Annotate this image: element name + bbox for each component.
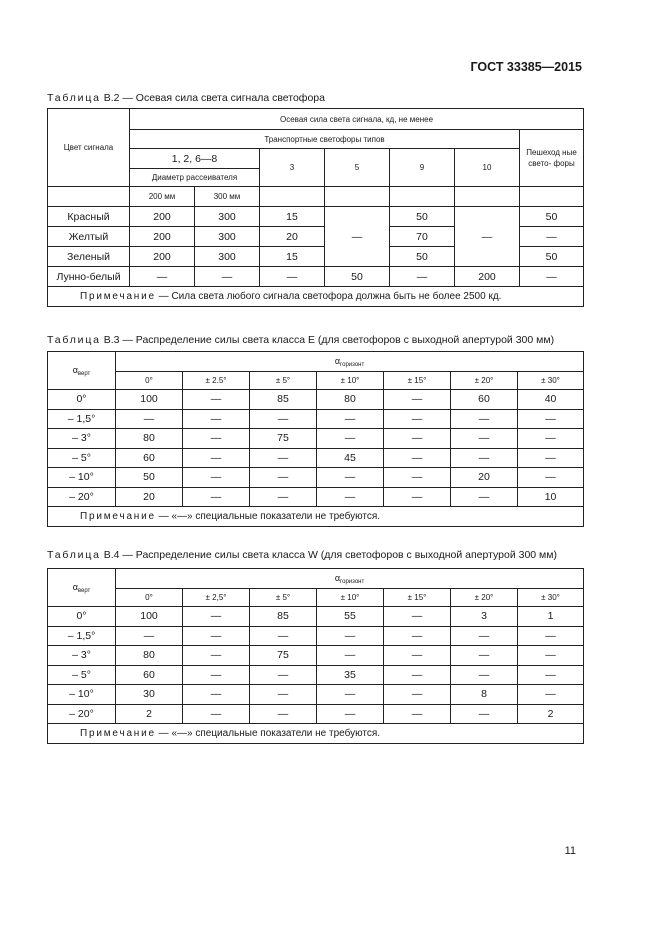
table-row xyxy=(48,665,584,685)
cell: 35 xyxy=(317,665,384,685)
table-b2-caption xyxy=(47,92,325,104)
document-id: ГОСТ 33385—2015 xyxy=(470,60,582,74)
header-axial-intensity: Осевая сила света сигнала, кд, не менее xyxy=(130,109,584,130)
cell: — xyxy=(195,267,260,287)
cell: — xyxy=(518,646,584,666)
row-label: – 3° xyxy=(48,429,116,449)
cell: — xyxy=(183,685,250,705)
cell: — xyxy=(518,468,584,488)
cell: — xyxy=(520,267,584,287)
cell: — xyxy=(384,626,451,646)
cell: 1 xyxy=(518,607,584,627)
table-note xyxy=(48,724,584,744)
cell: 55 xyxy=(317,607,384,627)
cell: 200 xyxy=(130,207,195,227)
header-type-10: 10 xyxy=(455,149,520,187)
table-row xyxy=(48,646,584,666)
cell: — xyxy=(317,685,384,705)
cell: — xyxy=(183,390,250,410)
cell: 20 xyxy=(451,468,518,488)
column-header: ± 20° xyxy=(451,372,518,390)
table-row xyxy=(48,207,584,227)
cell: — xyxy=(384,607,451,627)
column-header: ± 10° xyxy=(317,589,384,607)
cell: — xyxy=(317,646,384,666)
cell: 200 xyxy=(455,267,520,287)
cell: 60 xyxy=(116,448,183,468)
row-label: – 5° xyxy=(48,665,116,685)
header-type-3: 3 xyxy=(260,149,325,187)
table-row xyxy=(48,267,584,287)
cell: — xyxy=(250,487,317,507)
column-header: ± 15° xyxy=(384,372,451,390)
cell: — xyxy=(317,626,384,646)
caption-label: Таблица xyxy=(47,92,101,104)
cell: — xyxy=(390,267,455,287)
table-row xyxy=(48,390,584,410)
row-label: – 1,5° xyxy=(48,626,116,646)
note-text: — «—» специальные показатели не требуются. xyxy=(155,511,381,522)
cell: 40 xyxy=(518,390,584,410)
cell: 300 xyxy=(195,227,260,247)
header-diameter: Диаметр рассеивателя xyxy=(130,169,260,187)
column-header: 0° xyxy=(116,589,183,607)
header-alpha-vertical: $\alpha_{верт}$ xyxy=(48,569,116,607)
cell: — xyxy=(317,487,384,507)
cell: — xyxy=(250,626,317,646)
cell: 100 xyxy=(116,607,183,627)
cell: 50 xyxy=(390,247,455,267)
cell: — xyxy=(520,227,584,247)
cell: 50 xyxy=(325,267,390,287)
cell: — xyxy=(317,468,384,488)
cell: — xyxy=(260,267,325,287)
row-label: – 1,5° xyxy=(48,409,116,429)
cell: — xyxy=(451,704,518,724)
cell: — xyxy=(250,704,317,724)
header-alpha-horizontal: $\alpha_{горизонт}$ xyxy=(116,352,584,372)
column-header: ± 5° xyxy=(250,372,317,390)
table-row xyxy=(48,448,584,468)
cell: — xyxy=(451,409,518,429)
caption-text: В.2 — Осевая сила света сигнала светофора xyxy=(103,92,325,104)
cell: 75 xyxy=(250,646,317,666)
table-b3-caption xyxy=(47,334,554,346)
cell: — xyxy=(183,607,250,627)
cell: — xyxy=(250,448,317,468)
header-alpha-horizontal: $\alpha_{горизонт}$ xyxy=(116,569,584,589)
cell: 80 xyxy=(317,390,384,410)
table-row xyxy=(48,409,584,429)
cell: — xyxy=(518,429,584,449)
table-row xyxy=(48,468,584,488)
cell: 200 xyxy=(130,247,195,267)
table-b4-caption xyxy=(47,549,557,561)
cell: 100 xyxy=(116,390,183,410)
table-row xyxy=(48,626,584,646)
cell: 20 xyxy=(116,487,183,507)
table-b3 xyxy=(47,351,584,527)
cell: — xyxy=(384,685,451,705)
column-header: ± 20° xyxy=(451,589,518,607)
cell: — xyxy=(250,409,317,429)
cell: — xyxy=(317,429,384,449)
header-200mm: 200 мм xyxy=(130,187,195,207)
row-label: – 10° xyxy=(48,468,116,488)
table-row xyxy=(48,429,584,449)
row-label: – 20° xyxy=(48,704,116,724)
cell: 85 xyxy=(250,607,317,627)
row-label: – 10° xyxy=(48,685,116,705)
cell: — xyxy=(384,409,451,429)
header-type-9: 9 xyxy=(390,149,455,187)
cell: 3 xyxy=(451,607,518,627)
row-label: – 3° xyxy=(48,646,116,666)
cell: — xyxy=(183,429,250,449)
column-header: ± 5° xyxy=(250,589,317,607)
cell: 50 xyxy=(390,207,455,227)
cell: — xyxy=(451,448,518,468)
cell: — xyxy=(518,448,584,468)
page-number: 11 xyxy=(564,845,576,857)
cell: — xyxy=(183,646,250,666)
caption-label: Таблица xyxy=(47,549,101,561)
cell: — xyxy=(317,409,384,429)
row-label: – 5° xyxy=(48,448,116,468)
cell: — xyxy=(325,207,390,267)
column-header: ± 2,5° xyxy=(183,589,250,607)
cell: 60 xyxy=(451,390,518,410)
header-type-5: 5 xyxy=(325,149,390,187)
cell: — xyxy=(518,626,584,646)
cell: — xyxy=(451,665,518,685)
cell: — xyxy=(384,487,451,507)
caption-text: В.3 — Распределение силы света класса Е (для светофоров с выходной апертурой 300 мм) xyxy=(103,334,555,346)
note-label: Примечание xyxy=(80,291,156,302)
cell: — xyxy=(183,468,250,488)
column-header: 0° xyxy=(116,372,183,390)
cell: 8 xyxy=(451,685,518,705)
cell: 15 xyxy=(260,247,325,267)
row-label: 0° xyxy=(48,390,116,410)
header-300mm: 300 мм xyxy=(195,187,260,207)
column-header: ± 30° xyxy=(518,372,584,390)
table-row xyxy=(48,704,584,724)
caption-text: В.4 — Распределение силы света класса W (для светофоров с выходной апертурой 300 мм) xyxy=(103,549,557,561)
cell: 30 xyxy=(116,685,183,705)
table-b2 xyxy=(47,108,584,307)
cell: — xyxy=(183,665,250,685)
note-label: Примечание xyxy=(80,728,156,739)
cell: — xyxy=(455,207,520,267)
cell: — xyxy=(130,267,195,287)
cell: — xyxy=(384,704,451,724)
table-row xyxy=(48,685,584,705)
cell: — xyxy=(183,409,250,429)
cell: — xyxy=(384,448,451,468)
cell: — xyxy=(317,704,384,724)
cell: — xyxy=(183,487,250,507)
row-label: 0° xyxy=(48,607,116,627)
header-pedestrian-lights: Пешеход ные свето- форы xyxy=(520,130,584,187)
cell: — xyxy=(451,487,518,507)
cell: — xyxy=(451,429,518,449)
cell: 70 xyxy=(390,227,455,247)
cell: 50 xyxy=(520,247,584,267)
column-header: ± 30° xyxy=(518,589,584,607)
cell: 2 xyxy=(116,704,183,724)
cell: — xyxy=(250,468,317,488)
note-text: — «—» специальные показатели не требуются. xyxy=(155,728,381,739)
cell: — xyxy=(451,626,518,646)
cell: — xyxy=(518,409,584,429)
cell: — xyxy=(250,665,317,685)
row-label: Красный xyxy=(48,207,130,227)
row-label: Желтый xyxy=(48,227,130,247)
table-note xyxy=(48,287,584,307)
cell: — xyxy=(384,390,451,410)
cell: — xyxy=(384,468,451,488)
cell: — xyxy=(183,704,250,724)
cell: 85 xyxy=(250,390,317,410)
cell: 50 xyxy=(116,468,183,488)
note-label: Примечание xyxy=(80,511,156,522)
cell: — xyxy=(183,626,250,646)
header-types-1-2-6-8: 1, 2, 6—8 xyxy=(130,149,260,169)
caption-label: Таблица xyxy=(47,334,101,346)
cell: 300 xyxy=(195,247,260,267)
header-alpha-vertical: $\alpha_{верт}$ xyxy=(48,352,116,390)
cell: — xyxy=(116,409,183,429)
cell: — xyxy=(183,448,250,468)
header-signal-color: Цвет сигнала xyxy=(48,109,130,187)
cell: 15 xyxy=(260,207,325,227)
cell: 2 xyxy=(518,704,584,724)
cell: — xyxy=(384,429,451,449)
column-header: ± 15° xyxy=(384,589,451,607)
cell: 45 xyxy=(317,448,384,468)
cell: — xyxy=(518,685,584,705)
cell: 80 xyxy=(116,646,183,666)
header-transport-lights: Транспортные светофоры типов xyxy=(130,130,520,149)
cell: 200 xyxy=(130,227,195,247)
cell: — xyxy=(384,665,451,685)
row-label: – 20° xyxy=(48,487,116,507)
row-label: Лунно-белый xyxy=(48,267,130,287)
column-header: ± 10° xyxy=(317,372,384,390)
cell: 300 xyxy=(195,207,260,227)
cell: — xyxy=(116,626,183,646)
cell: 80 xyxy=(116,429,183,449)
cell: 20 xyxy=(260,227,325,247)
table-note xyxy=(48,507,584,527)
cell: — xyxy=(518,665,584,685)
table-row xyxy=(48,487,584,507)
note-text: — Сила света любого сигнала светофора должна быть не более 2500 кд. xyxy=(155,291,502,302)
cell: — xyxy=(384,646,451,666)
cell: — xyxy=(451,646,518,666)
cell: 60 xyxy=(116,665,183,685)
cell: 10 xyxy=(518,487,584,507)
table-b4 xyxy=(47,568,584,744)
column-header: ± 2.5° xyxy=(183,372,250,390)
cell: 50 xyxy=(520,207,584,227)
cell: 75 xyxy=(250,429,317,449)
table-row xyxy=(48,607,584,627)
cell: — xyxy=(250,685,317,705)
row-label: Зеленый xyxy=(48,247,130,267)
